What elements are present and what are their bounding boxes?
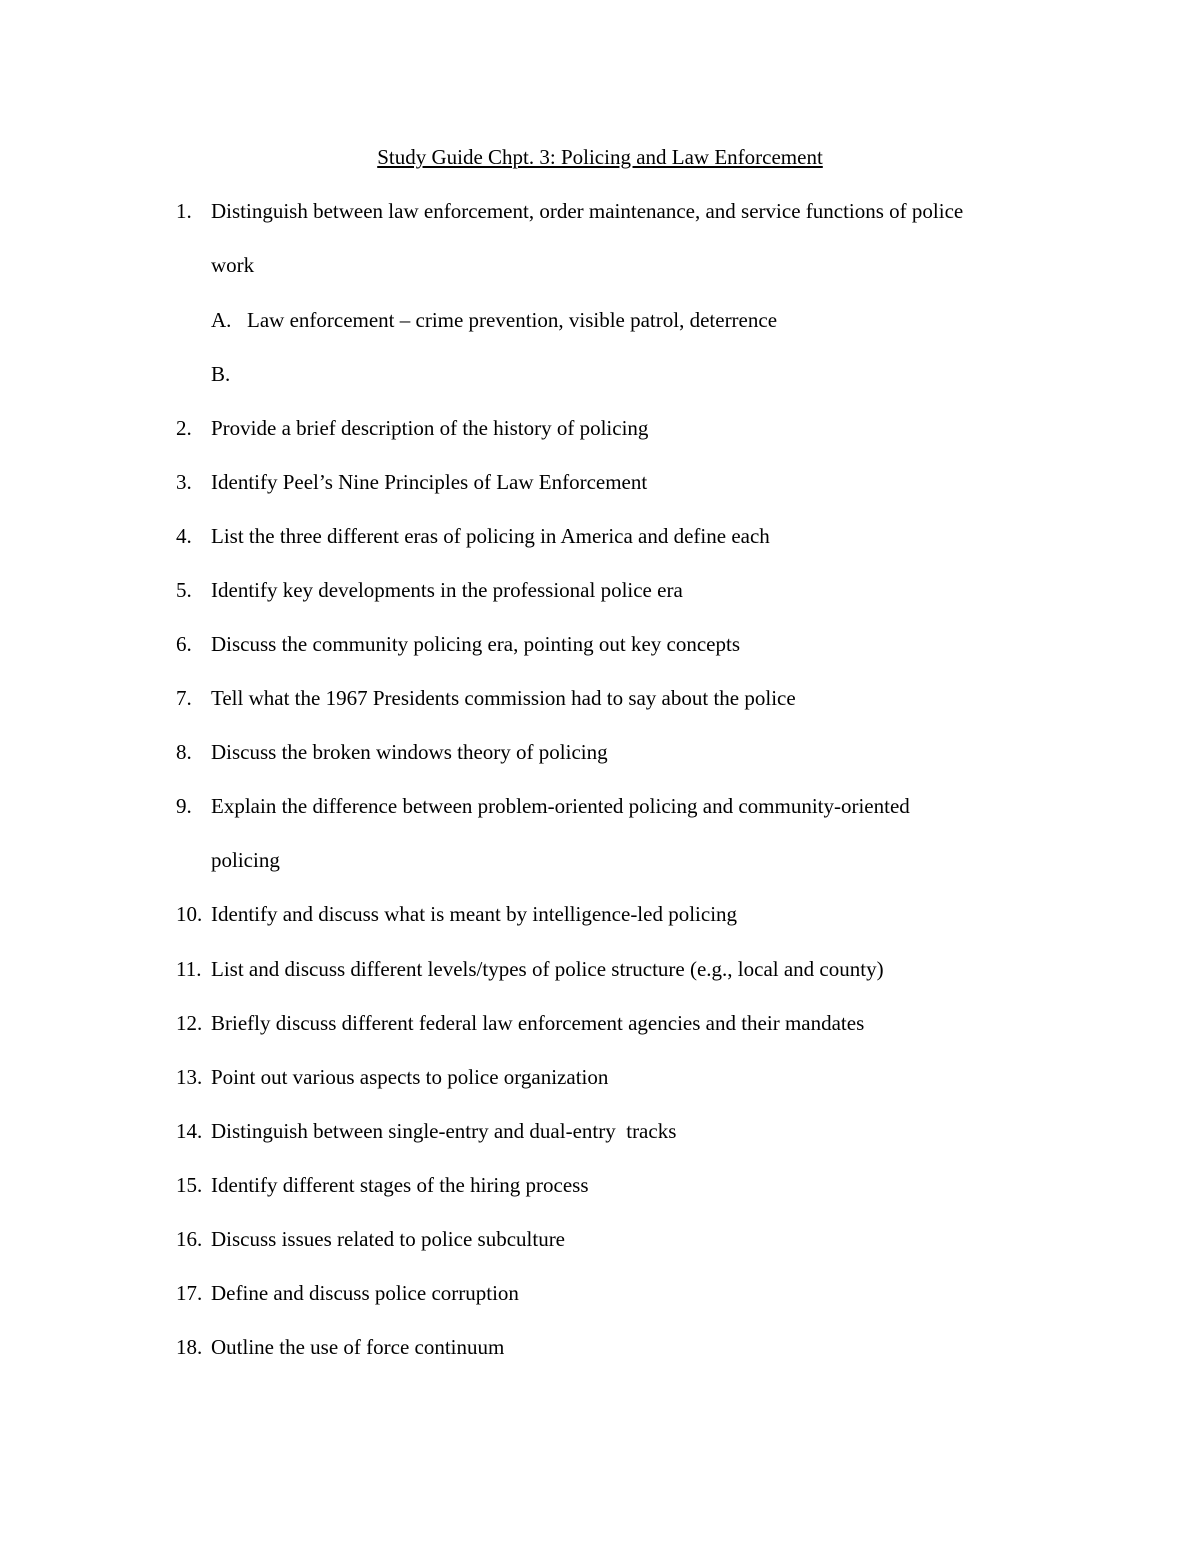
item-number: 14. bbox=[176, 1119, 203, 1143]
item-text: Identify different stages of the hiring process bbox=[211, 1173, 589, 1197]
item-number: 4. bbox=[176, 524, 192, 548]
item-number: 12. bbox=[176, 1011, 203, 1035]
document-title: Study Guide Chpt. 3: Policing and Law Enforcement bbox=[377, 145, 823, 169]
item-text: Tell what the 1967 Presidents commission had to say about the police bbox=[211, 686, 796, 710]
item-number: 10. bbox=[176, 902, 203, 926]
item-number: 8. bbox=[176, 740, 192, 764]
item-text: List and discuss different levels/types of police structure (e.g., local and county) bbox=[211, 957, 884, 981]
item-number: 3. bbox=[176, 470, 192, 494]
item-number: 15. bbox=[176, 1173, 203, 1197]
subitem-letter: A. bbox=[211, 308, 232, 332]
subitem-letter: B. bbox=[211, 362, 231, 386]
item-text-continued: work bbox=[211, 253, 255, 277]
item-number: 18. bbox=[176, 1335, 203, 1359]
item-number: 2. bbox=[176, 416, 192, 440]
item-text: Discuss the community policing era, pointing out key concepts bbox=[211, 632, 740, 656]
item-number: 11. bbox=[176, 957, 202, 981]
item-text: Identify and discuss what is meant by intelligence-led policing bbox=[211, 902, 738, 926]
item-number: 1. bbox=[176, 199, 192, 223]
item-number: 16. bbox=[176, 1227, 203, 1251]
item-number: 9. bbox=[176, 794, 192, 818]
item-number: 5. bbox=[176, 578, 192, 602]
item-text: Provide a brief description of the history of policing bbox=[211, 416, 649, 440]
item-text: Identify Peel’s Nine Principles of Law Enforcement bbox=[211, 470, 648, 494]
item-text: Distinguish between single-entry and dual-entry tracks bbox=[211, 1119, 677, 1143]
item-text: Outline the use of force continuum bbox=[211, 1335, 505, 1359]
item-text: Briefly discuss different federal law enforcement agencies and their mandates bbox=[211, 1011, 865, 1035]
item-number: 6. bbox=[176, 632, 192, 656]
item-text: Point out various aspects to police organization bbox=[211, 1065, 609, 1089]
item-number: 13. bbox=[176, 1065, 203, 1089]
subitem-text: Law enforcement – crime prevention, visible patrol, deterrence bbox=[247, 308, 778, 332]
item-text: Distinguish between law enforcement, order maintenance, and service functions of police bbox=[211, 199, 964, 223]
item-text: List the three different eras of policing in America and define each bbox=[211, 524, 770, 548]
item-text: Identify key developments in the professional police era bbox=[211, 578, 683, 602]
item-text-continued: policing bbox=[211, 848, 280, 872]
item-text: Define and discuss police corruption bbox=[211, 1281, 519, 1305]
item-text: Explain the difference between problem-oriented policing and community-oriented bbox=[211, 794, 910, 818]
item-number: 7. bbox=[176, 686, 192, 710]
item-number: 17. bbox=[176, 1281, 203, 1305]
item-text: Discuss issues related to police subculture bbox=[211, 1227, 566, 1251]
item-text: Discuss the broken windows theory of policing bbox=[211, 740, 608, 764]
